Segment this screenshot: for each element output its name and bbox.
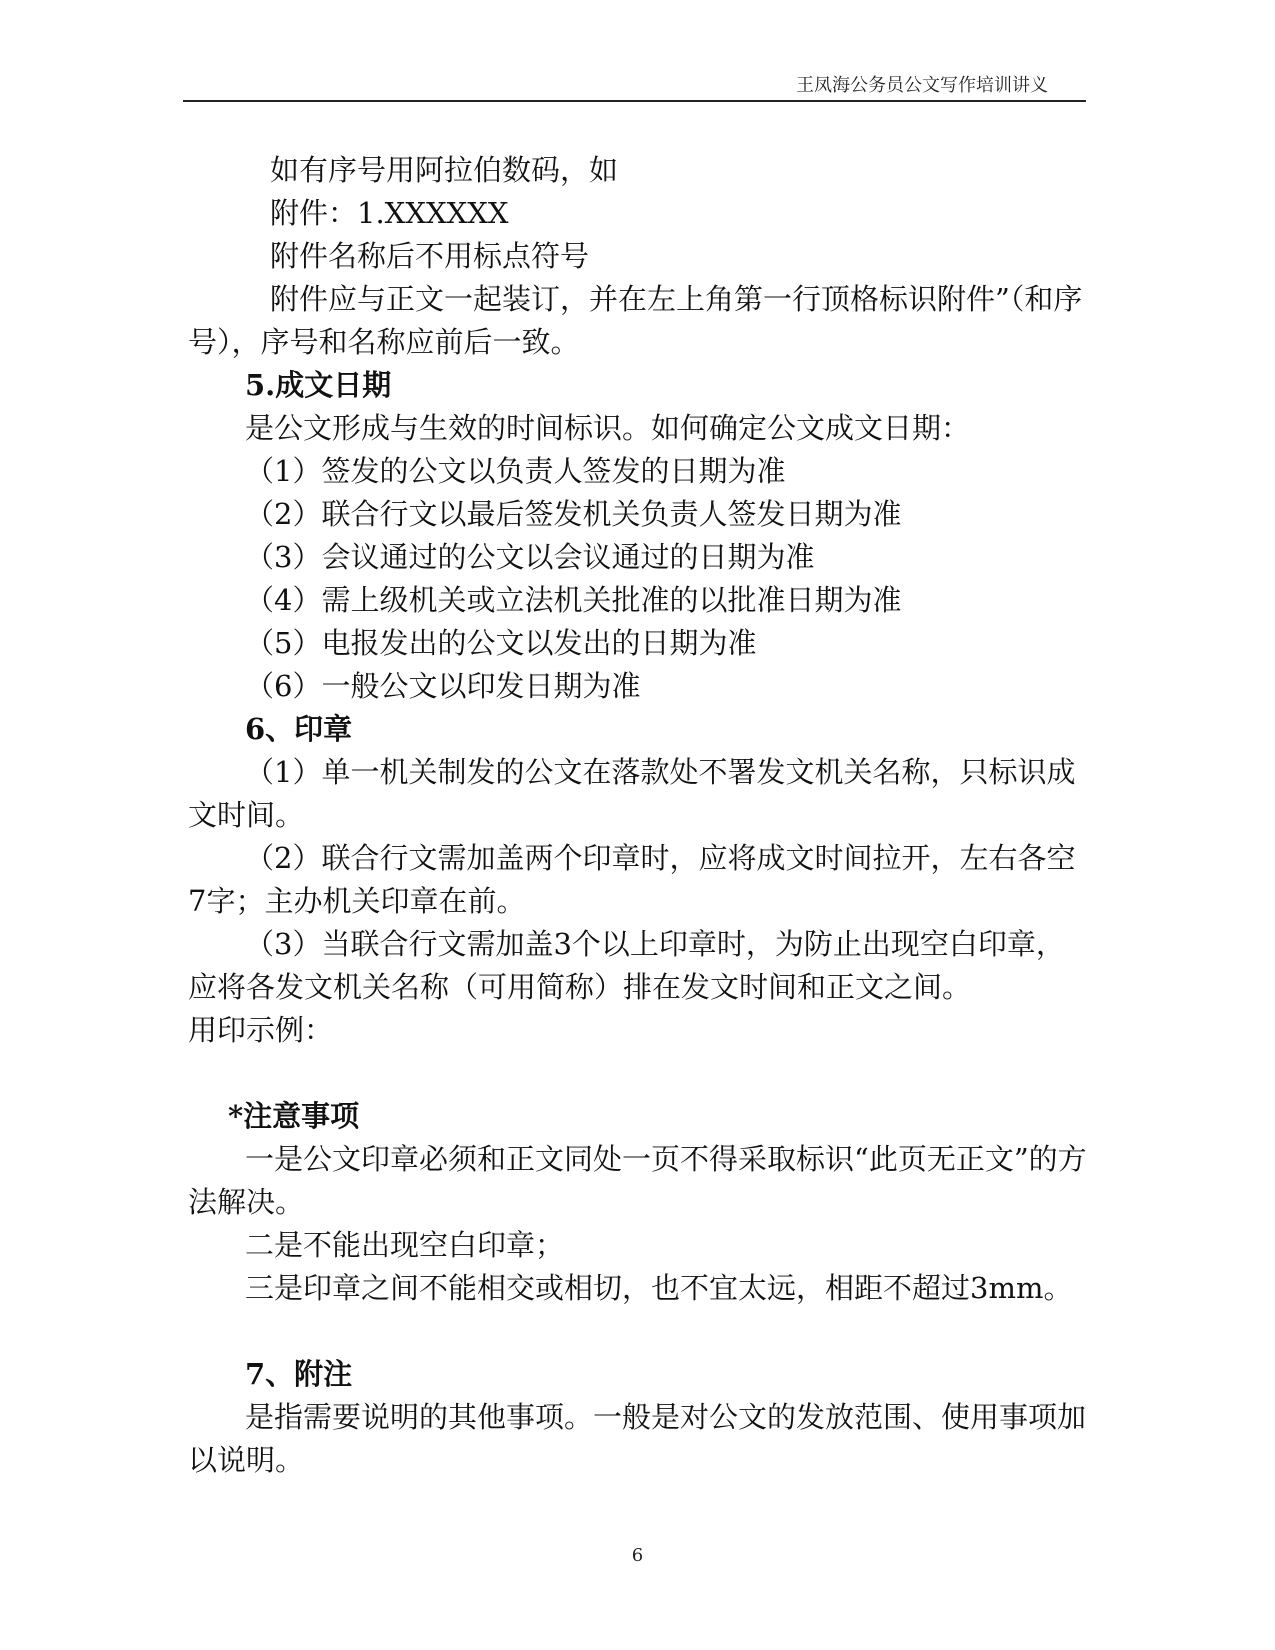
spacer	[188, 1310, 1088, 1353]
paragraph-annex-note: 是指需要说明的其他事项。一般是对公文的发放范围、使用事项加以说明。	[188, 1400, 1087, 1477]
list-item-date-1: （1）签发的公文以负责人签发的日期为准	[245, 454, 786, 488]
heading-notes: *注意事项	[228, 1099, 360, 1133]
paragraph-seal-1: （1）单一机关制发的公文在落款处不署发文机关名称，只标识成文时间。	[188, 755, 1076, 832]
paragraph-note-3: 三是印章之间不能相交或相切，也不宜太远，相距不超过3mm。	[245, 1271, 1073, 1305]
paragraph-attachment-binding: 附件应与正文一起装订，并在左上角第一行顶格标识附件”（和序号），序号和名称应前后一致。	[188, 282, 1083, 359]
paragraph-date-definition: 是公文形成与生效的时间标识。如何确定公文成文日期：	[245, 411, 971, 445]
paragraph-attachment-punctuation: 附件名称后不用标点符号	[270, 239, 590, 273]
paragraph-note-2: 二是不能出现空白印章；	[245, 1228, 565, 1262]
paragraph-attachment-example: 附件：1.XXXXXX	[270, 196, 509, 230]
paragraph-note-1: 一是公文印章必须和正文同处一页不得采取标识“此页无正文”的方法解决。	[188, 1142, 1087, 1219]
heading-annex-note: 7、附注	[245, 1357, 353, 1391]
header-title: 王凤海公务员公文写作培训讲义	[796, 75, 1048, 96]
heading-date: 5.成文日期	[245, 368, 392, 402]
paragraph-attachment-numbering: 如有序号用阿拉伯数码，如	[270, 153, 619, 187]
list-item-date-5: （5）电报发出的公文以发出的日期为准	[245, 626, 757, 660]
paragraph-seal-2: （2）联合行文需加盖两个印章时，应将成文时间拉开，左右各空7字；主办机关印章在前。	[188, 841, 1076, 918]
document-body	[188, 149, 1088, 1482]
list-item-date-4: （4）需上级机关或立法机关批准的以批准日期为准	[245, 583, 902, 617]
list-item-date-6: （6）一般公文以印发日期为准	[245, 669, 641, 703]
heading-seal: 6、印章	[245, 712, 353, 746]
page-header	[183, 72, 1086, 102]
paragraph-seal-3: （3）当联合行文需加盖3个以上印章时，为防止出现空白印章，应将各发文机关名称（可用简称）排在发文时间和正文之间。	[188, 927, 1065, 1004]
page-number: 6	[631, 1545, 644, 1566]
list-item-date-2: （2）联合行文以最后签发机关负责人签发日期为准	[245, 497, 902, 531]
paragraph-seal-example: 用印示例：	[188, 1013, 334, 1047]
spacer	[188, 1052, 1088, 1095]
list-item-date-3: （3）会议通过的公文以会议通过的日期为准	[245, 540, 815, 574]
